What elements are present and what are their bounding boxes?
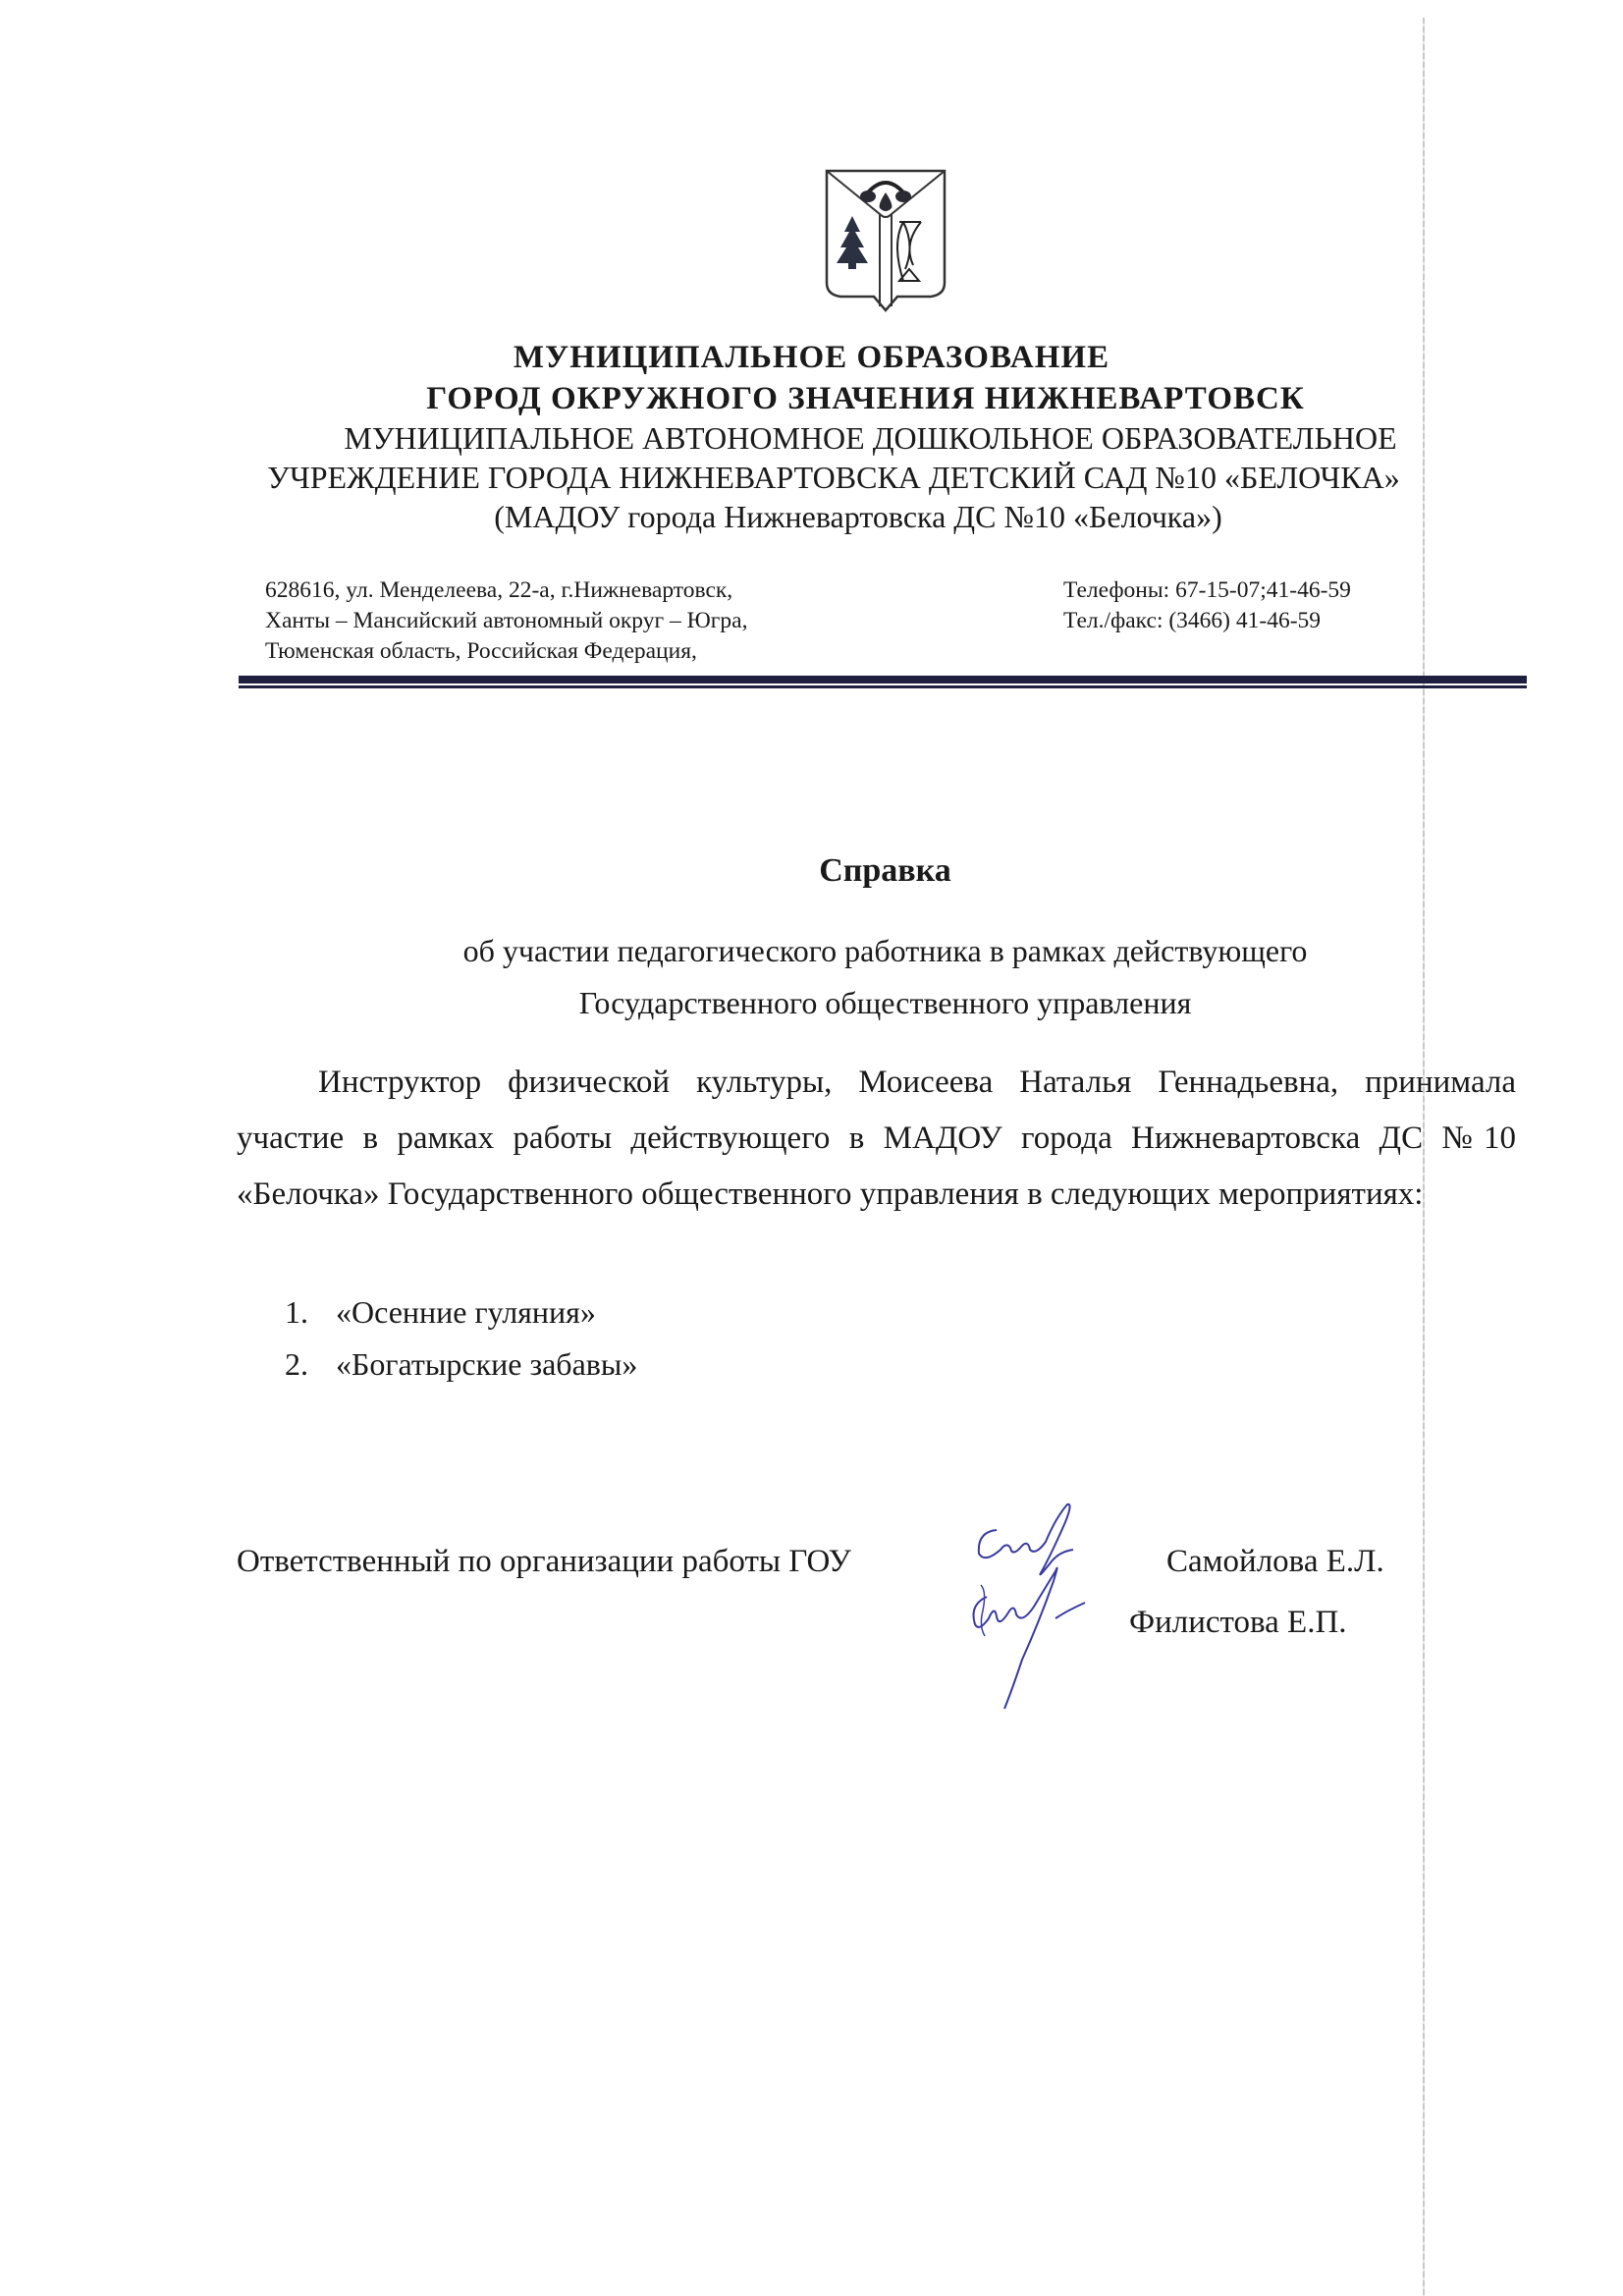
address-line-2: Ханты – Мансийский автономный округ – Югра, <box>265 608 748 633</box>
events-list <box>285 1286 637 1391</box>
phone-block <box>1063 575 1351 636</box>
phones: Телефоны: 67-15-07;41-46-59 <box>1063 577 1351 603</box>
letterhead-line-3: МУНИЦИПАЛЬНОЕ АВТОНОМНОЕ ДОШКОЛЬНОЕ ОБРАЗОВАТЕЛЬНОЕ <box>344 420 1397 456</box>
coat-of-arms-emblem <box>823 167 948 314</box>
letterhead-line-4: УЧРЕЖДЕНИЕ ГОРОДА НИЖНЕВАРТОВСКА ДЕТСКИЙ САД №10 «БЕЛОЧКА» <box>267 460 1400 495</box>
fish-icon <box>897 222 921 281</box>
document-subtitle-1: об участии педагогического работника в рамках действующего <box>462 933 1308 968</box>
address-line-3: Тюменская область, Российская Федерация, <box>265 638 697 664</box>
body-text: Инструктор физической культуры, Моисеева Наталья Геннадьевна, принимала участие в рамках работы действующего в МАДОУ города Нижневартовска ДС №10 «Белочка» Государственного общественного управления в следующих мероприятиях: <box>237 1065 1516 1212</box>
signatory-role: Ответственный по организации работы ГОУ <box>237 1544 851 1579</box>
letterhead-rule-thin <box>239 685 1527 688</box>
signatory-name-2: Филистова Е.П. <box>1129 1605 1347 1640</box>
drop-icon <box>880 192 893 211</box>
body-paragraph <box>237 1055 1516 1223</box>
signatory-name-1: Самойлова Е.Л. <box>1166 1544 1384 1579</box>
address-line-1: 628616, ул. Менделеева, 22-а, г.Нижневартовск, <box>265 577 733 603</box>
document-subtitle-2: Государственного общественного управления <box>578 985 1192 1020</box>
address-block <box>265 575 747 667</box>
event-item: 2. «Богатырские забавы» <box>285 1346 638 1382</box>
letterhead-line-1: МУНИЦИПАЛЬНОЕ ОБРАЗОВАНИЕ <box>513 340 1110 375</box>
letterhead-line-2: ГОРОД ОКРУЖНОГО ЗНАЧЕНИЯ НИЖНЕВАРТОВСК <box>426 381 1305 416</box>
handwritten-signatures <box>957 1503 1124 1728</box>
letterhead-rule-thick <box>239 676 1527 683</box>
headphones-icon <box>868 183 903 192</box>
document-title: Справка <box>819 852 951 889</box>
shield-divider <box>827 171 945 306</box>
fir-tree-icon <box>837 216 868 269</box>
event-item: 1. «Осенние гуляния» <box>285 1294 596 1330</box>
letterhead-line-5: (МАДОУ города Нижневартовска ДС №10 «Белочка») <box>494 499 1222 534</box>
fax: Тел./факс: (3466) 41-46-59 <box>1063 608 1322 633</box>
